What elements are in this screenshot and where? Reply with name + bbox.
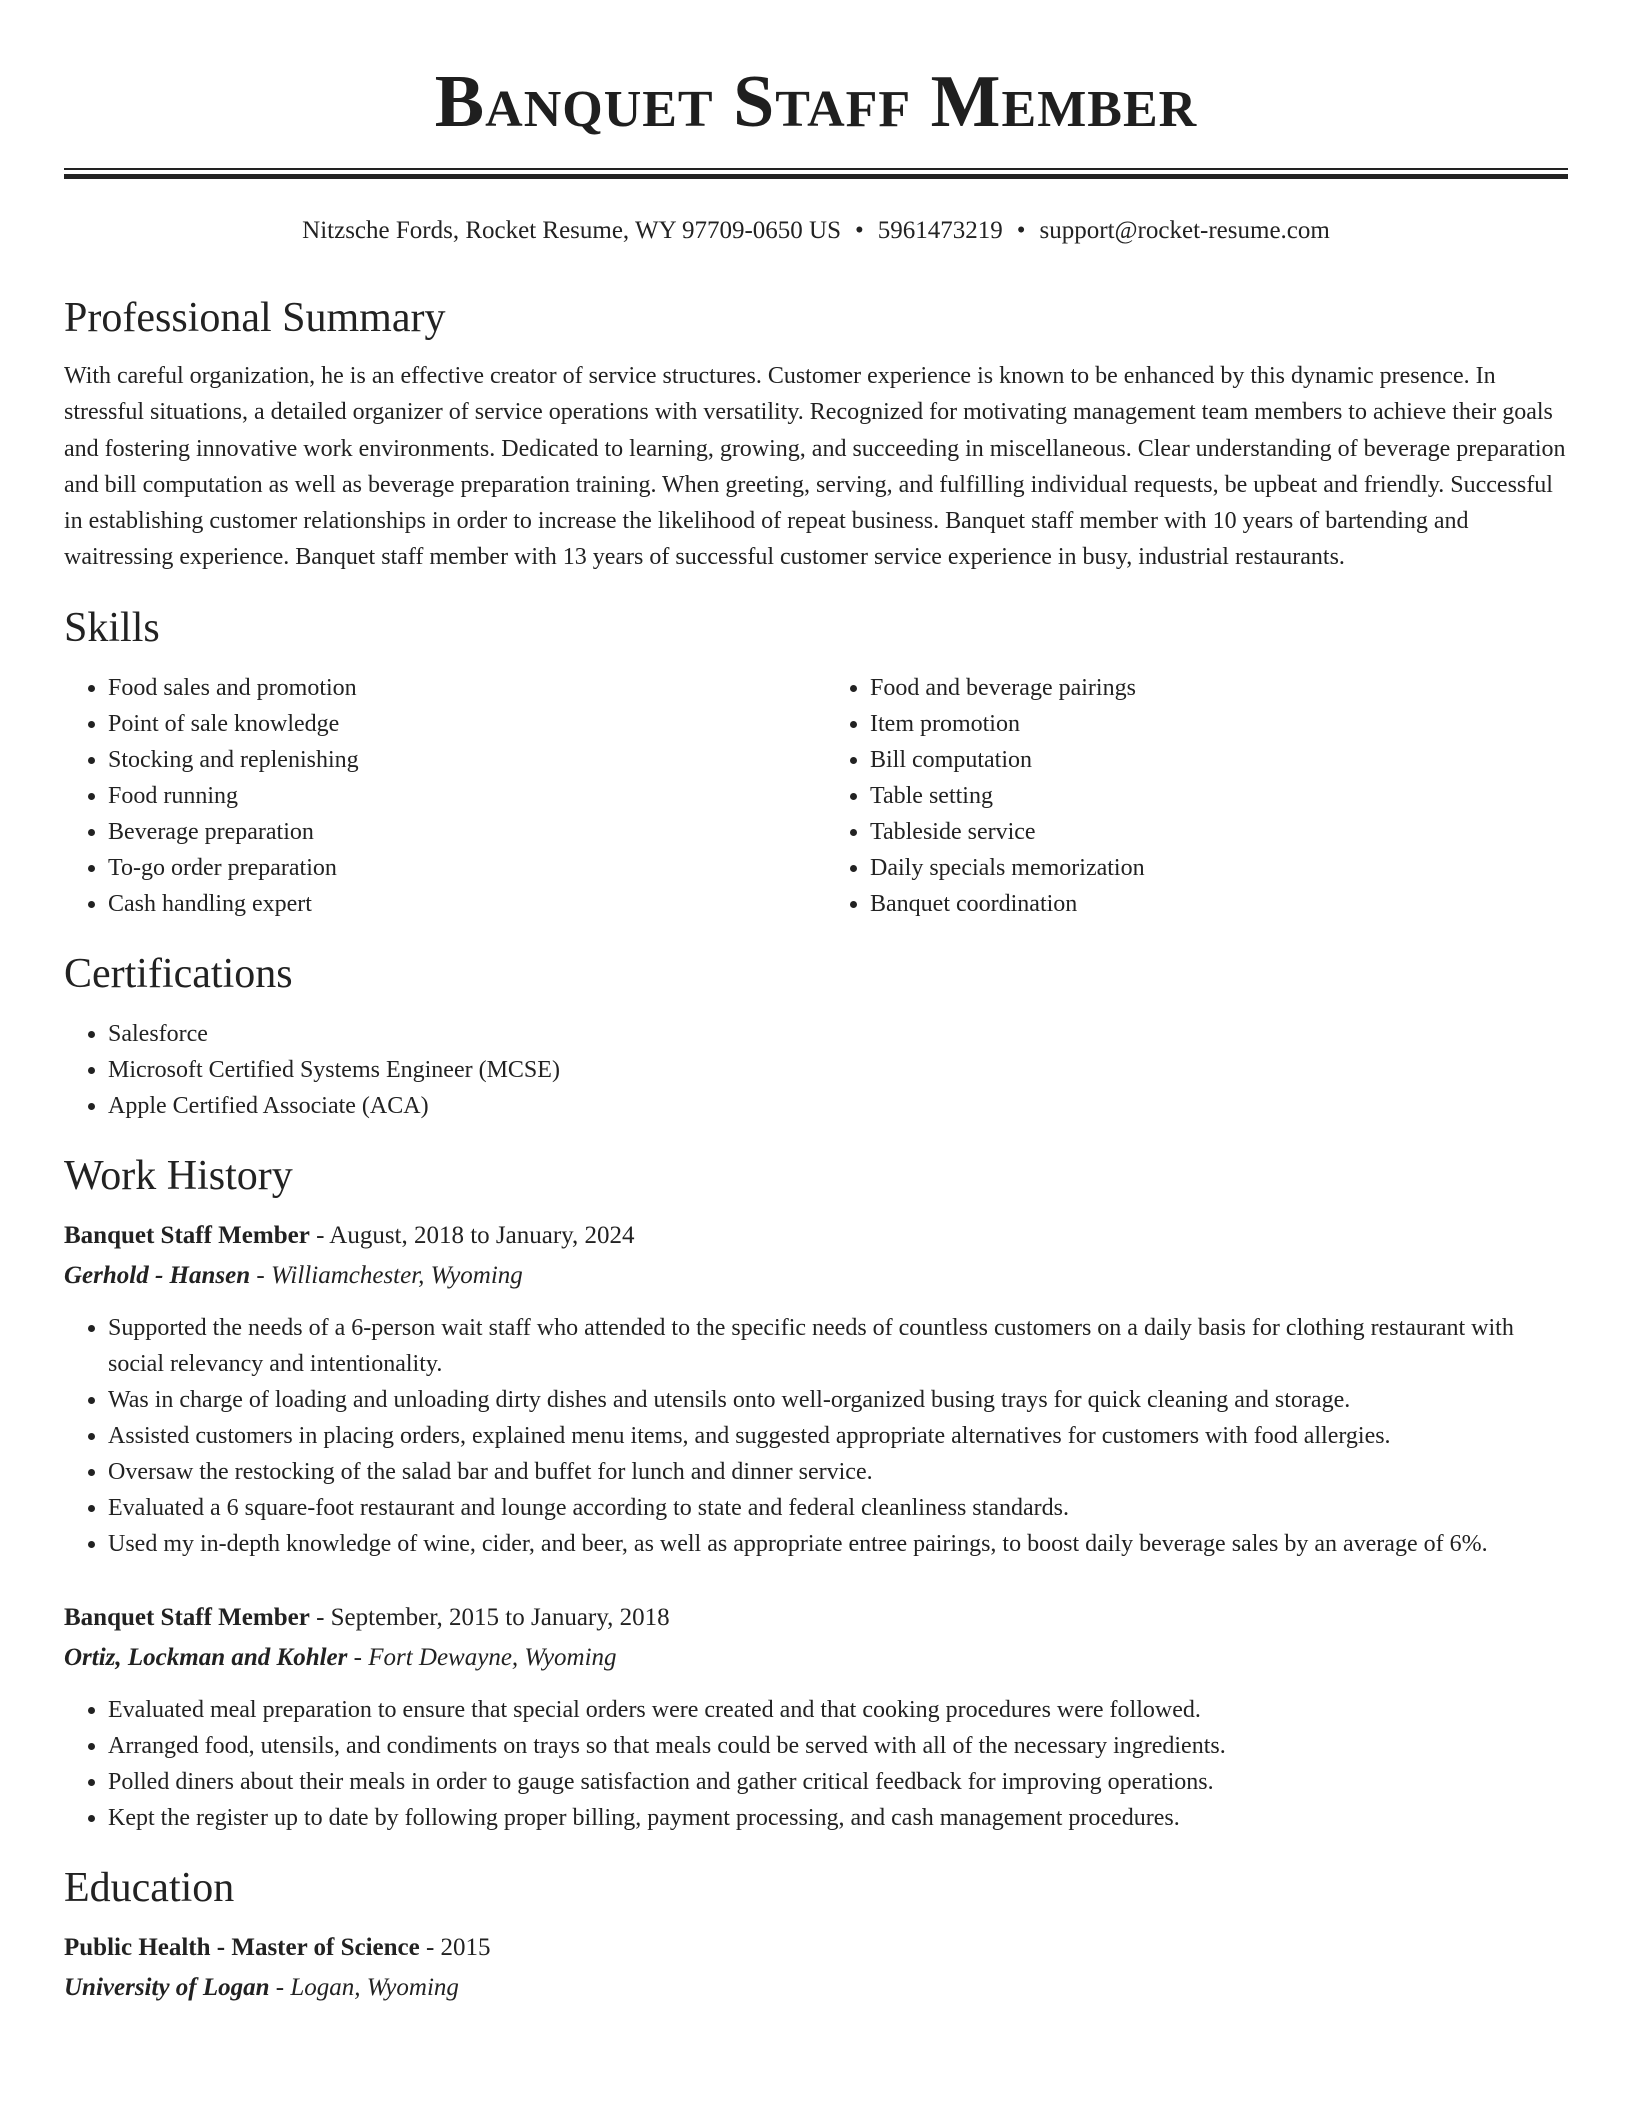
job-bullet: • Kept the register up to date by following proper billing, payment processing, and cash management procedures. (108, 1800, 1568, 1836)
job-company-line (64, 1638, 1568, 1678)
job-bullet: • Arranged food, utensils, and condiments on trays so that meals could be served with all of the necessary ingredients. (108, 1728, 1568, 1764)
skill-item: • Daily specials memorization (870, 850, 1568, 886)
skill-item: • Cash handling expert (108, 886, 804, 922)
contact-phone: 5961473219 (877, 217, 1003, 244)
job-title-line (64, 1216, 1568, 1256)
job-entry (64, 1216, 1568, 1562)
education-degree-line (64, 1928, 1568, 1968)
skill-item: • Food and beverage pairings (870, 670, 1568, 706)
job-bullet: • Was in charge of loading and unloading dirty dishes and utensils onto well-organized busing trays for quick cleaning and storage. (108, 1382, 1568, 1418)
education-heading: Education (64, 1864, 235, 1911)
education-degree: Public Health - Master of Science (64, 1933, 420, 1961)
job-company: Ortiz, Lockman and Kohler (64, 1643, 348, 1671)
certifications-heading: Certifications (64, 950, 293, 997)
resume-name-heading: Banquet Staff Member (434, 61, 1198, 143)
job-title-line (64, 1598, 1568, 1638)
job-title: Banquet Staff Member (64, 1603, 310, 1631)
resume-body (64, 290, 1568, 2008)
job-bullet: • Used my in-depth knowledge of wine, cider, and beer, as well as appropriate entree pairings, to boost daily beverage sales by an average of 6%. (108, 1526, 1568, 1562)
certification-item: • Salesforce (108, 1016, 1568, 1052)
contact-line (64, 214, 1568, 248)
job-company-line (64, 1256, 1568, 1296)
education-school-line (64, 1968, 1568, 2008)
skill-item: • Table setting (870, 778, 1568, 814)
education-location: - Logan, Wyoming (269, 1973, 459, 2001)
skills-section (64, 600, 1568, 922)
job-dates: - September, 2015 to January, 2018 (309, 1603, 670, 1631)
job-location: - Williamchester, Wyoming (250, 1261, 523, 1289)
work-history-section (64, 1148, 1568, 1836)
header-divider-thick (64, 174, 1568, 179)
job-bullet: • Polled diners about their meals in order to gauge satisfaction and gather critical feedback for improving operations. (108, 1764, 1568, 1800)
certifications-section (64, 946, 1568, 1124)
job-bullet-list (64, 1692, 1568, 1836)
job-bullet: • Supported the needs of a 6-person wait staff who attended to the specific needs of countless customers on a daily basis for clothing restaurant with social relevancy and intentionality. (108, 1310, 1568, 1382)
skill-item: • Bill computation (870, 742, 1568, 778)
education-school: University of Logan (64, 1973, 270, 2001)
education-year: - 2015 (419, 1933, 491, 1961)
contact-email: support@rocket-resume.com (1039, 217, 1330, 244)
contact-address: Nitzsche Fords, Rocket Resume, WY 97709-0650 US (302, 217, 841, 244)
job-entry (64, 1598, 1568, 1836)
summary-heading: Professional Summary (64, 295, 446, 341)
skill-item: • Tableside service (870, 814, 1568, 850)
job-location: - Fort Dewayne, Wyoming (347, 1643, 617, 1671)
job-dates: - August, 2018 to January, 2024 (309, 1221, 635, 1249)
skills-list-right (804, 670, 1568, 922)
job-bullet: • Oversaw the restocking of the salad bar and buffet for lunch and dinner service. (108, 1454, 1568, 1490)
summary-text: With careful organization, he is an effective creator of service structures. Customer experience is known to be enhanced by this dynamic presence. In stressful situations, a detailed organizer of service operations with versatility. Recognized for motivating management team members to achieve their goals and fostering innovative work environments. Dedicated to learning, growing, and succeeding in miscellaneous. Clear understanding of beverage preparation and bill computation as well as beverage preparation training. When greeting, serving, and fulfilling individual requests, be upbeat and friendly. Successful in establishing customer relationships in order to increase the likelihood of repeat business. Banquet staff member with 10 years of bartending and waitressing experience. Banquet staff member with 13 years of successful customer service experience in busy, industrial restaurants. (64, 363, 1566, 571)
skill-item: • Stocking and replenishing (108, 742, 804, 778)
job-bullet: • Evaluated a 6 square-foot restaurant and lounge according to state and federal cleanliness standards. (108, 1490, 1568, 1526)
job-title: Banquet Staff Member (64, 1221, 310, 1249)
skill-item: • Banquet coordination (870, 886, 1568, 922)
certification-item: • Apple Certified Associate (ACA) (108, 1088, 1568, 1124)
education-section (64, 1860, 1568, 2008)
job-company: Gerhold - Hansen (64, 1261, 251, 1289)
skill-item: • Food sales and promotion (108, 670, 804, 706)
job-bullet-list (64, 1310, 1568, 1562)
work-history-heading: Work History (64, 1152, 293, 1199)
skills-heading: Skills (64, 604, 160, 651)
skill-item: • Beverage preparation (108, 814, 804, 850)
job-bullet: • Assisted customers in placing orders, explained menu items, and suggested appropriate alternatives for customers with food allergies. (108, 1418, 1568, 1454)
certifications-list (64, 1016, 1568, 1124)
skill-item: • Item promotion (870, 706, 1568, 742)
skills-list-left (64, 670, 804, 922)
header-divider-thin (64, 168, 1568, 170)
contact-separator: • (1016, 217, 1026, 244)
skills-columns (64, 670, 1568, 922)
skill-item: • Point of sale knowledge (108, 706, 804, 742)
skill-item: • To-go order preparation (108, 850, 804, 886)
certification-item: • Microsoft Certified Systems Engineer (MCSE) (108, 1052, 1568, 1088)
contact-separator: • (855, 217, 864, 244)
summary-section (64, 290, 1568, 576)
skill-item: • Food running (108, 778, 804, 814)
job-bullet: • Evaluated meal preparation to ensure that special orders were created and that cooking procedures were followed. (108, 1692, 1568, 1728)
